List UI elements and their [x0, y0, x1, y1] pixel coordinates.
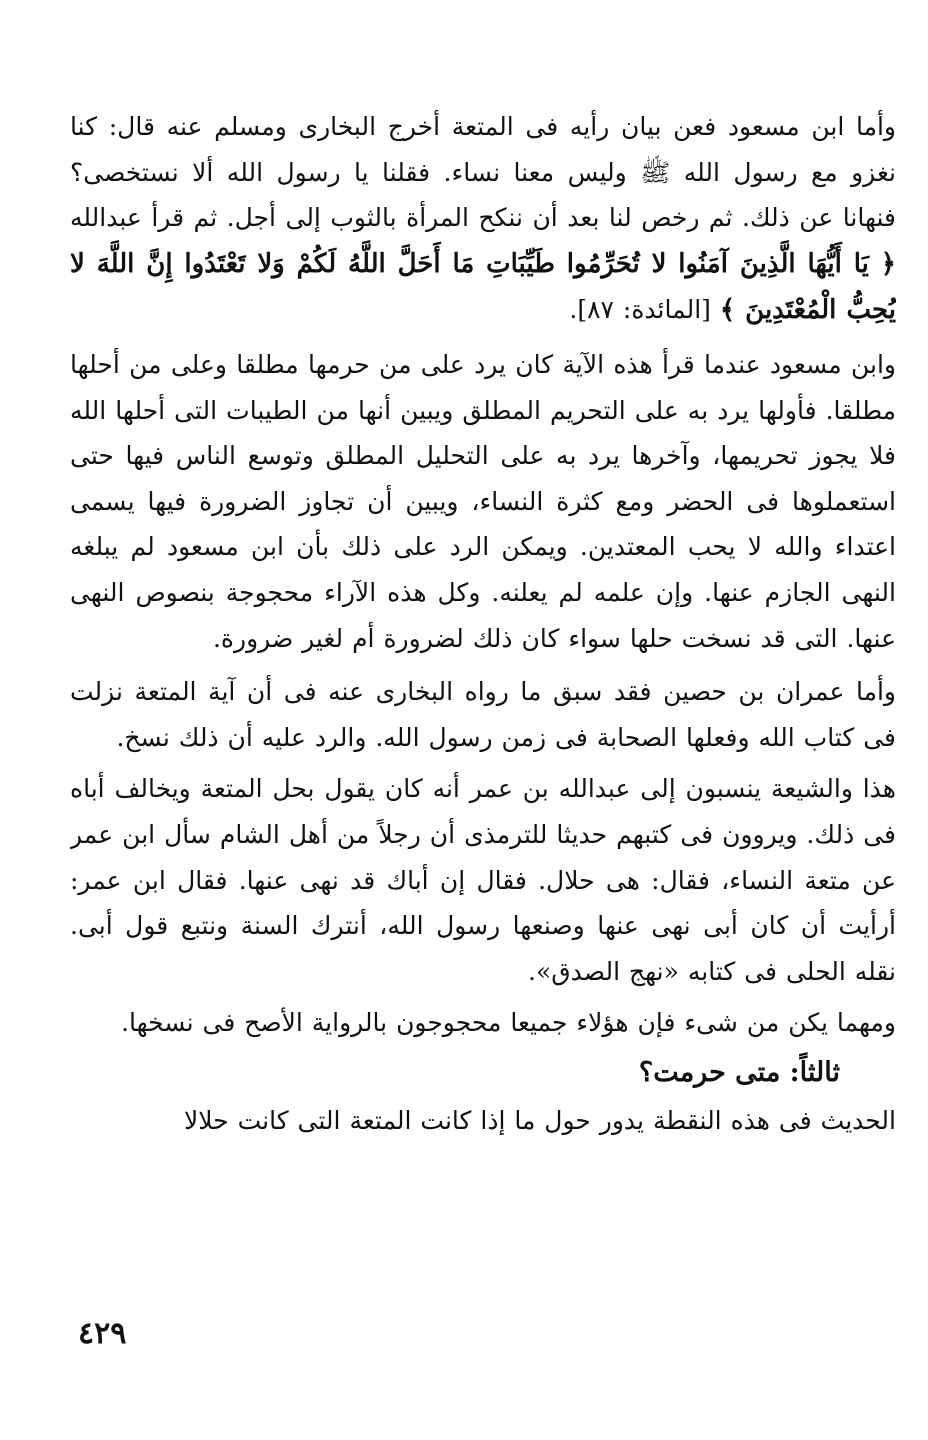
paragraph-analysis: وابن مسعود عندما قرأ هذه الآية كان يرد على من حرمها مطلقا وعلى من أحلها مطلقا. فأولها يرد به على التحريم المطلق ويبين أنها من الطيبات التى أحلها الله فلا يجوز تحريمها، وآخرها يرد به على التحليل المطلق وتوسع الناس فيها حتى استعملوها فى الحضر ومع كثرة النساء، ويبين أن تجاوز الضرورة فيها يسمى اعتداء والله لا يحب المعتدين. ويمكن الرد على ذلك بأن ابن مسعود لم يبلغه النهى الجازم عنها. وإن علمه لم يعلنه. وكل هذه الآراء محجوجة بنصوص النهى عنها. التى قد نسخت حلها سواء كان ذلك لضرورة أم لغير ضرورة.	[70, 349, 896, 653]
paragraph-ibn-umar: هذا والشيعة ينسبون إلى عبدالله بن عمر أنه كان يقول بحل المتعة ويخالف أباه فى ذلك. ويروون فى كتبهم حديثا للترمذى أن رجلاً من أهل الشام سأل ابن عمر عن متعة النساء، فقال: هى حلال. فقال إن أباك قد نهى عنها. فقال ابن عمر: أرأيت أن كان أبى نهى عنها وصنعها رسول الله، أنترك السنة ونتبع قول أبى. نقله الحلى فى كتابه «نهج الصدق».	[70, 774, 896, 986]
page-number: ٤٢٩	[78, 1316, 127, 1351]
paragraph-conclusion: ومهما يكن من شىء فإن هؤلاء جميعا محجوجون بالرواية الأصح فى نسخها.	[121, 1008, 896, 1038]
quran-verse: ﴿ يَا أَيُّهَا الَّذِينَ آمَنُوا لا تُحَرِّمُوا طَيِّبَاتِ مَا أَحَلَّ اللَّهُ لَكُمْ وَلا تَعْتَدُوا إِنَّ اللَّهَ لا يُحِبُّ الْمُعْتَدِينَ ﴾	[70, 248, 896, 326]
section-heading: ثالثاً: متى حرمت؟	[638, 1056, 840, 1088]
paragraph-ibn-masud-text: وأما ابن مسعود فعن بيان رأيه فى المتعة أخرج البخارى ومسلم عنه قال: كنا نغزو مع رسول الله ﷺ وليس معنا نساء. فقلنا يا رسول الله ألا نستخصى؟ فنهانا عن ذلك. ثم رخص لنا بعد أن ننكح المرأة بالثوب إلى أجل. ثم قرأ عبدالله	[70, 112, 896, 233]
paragraph-ibn-masud	[70, 104, 896, 334]
paragraph-section-start: الحديث فى هذه النقطة يدور حول ما إذا كانت المتعة التى كانت حلالا	[184, 1105, 896, 1135]
page-body	[70, 104, 896, 1354]
paragraph-imran: وأما عمران بن حصين فقد سبق ما رواه البخارى عنه فى أن آية المتعة نزلت فى كتاب الله وفعلها الصحابة فى زمن رسول الله. والرد عليه أن ذلك نسخ.	[70, 677, 896, 752]
quran-reference: [المائدة: ٨٧].	[569, 295, 720, 325]
